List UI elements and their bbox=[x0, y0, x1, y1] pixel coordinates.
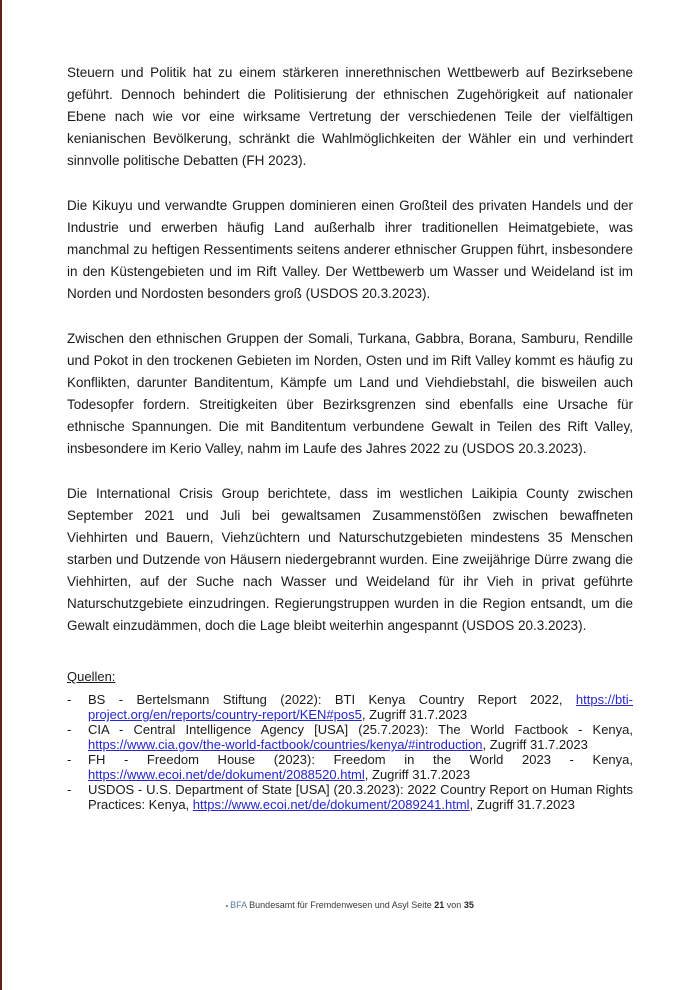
source-list-item bbox=[67, 782, 633, 812]
footer-of-label: von bbox=[444, 900, 464, 910]
sources-heading: Quellen: bbox=[67, 669, 116, 684]
body-paragraph: Die International Crisis Group berichtete, dass im westlichen Laikipia County zwischen September 2021 und Juli bei gewaltsamen Zusammenstößen zwischen bewaffneten Viehhirten und Bauern, Viehzüchtern und Naturschutzgebieten mindestens 35 Menschen starben und Dutzende von Häusern niedergebrannt wurden. Eine zweijährige Dürre zwang die Viehhirten, auf der Suche nach Wasser und Weideland für ihr Vieh in privat geführte Naturschutzgebiete einzudringen. Regierungstruppen wurden in die Region entsandt, um die Gewalt einzudämmen, doch die Lage bleibt weiterhin angespannt (USDOS 20.3.2023). bbox=[67, 486, 633, 633]
footer-org-text: Bundesamt für Fremdenwesen und Asyl bbox=[246, 900, 412, 910]
list-bullet: - bbox=[67, 782, 72, 797]
source-list-item bbox=[67, 752, 633, 782]
page-number-total: 35 bbox=[463, 900, 474, 910]
bfa-logo-mark bbox=[226, 905, 228, 907]
source-link[interactable]: https://www.cia.gov/the-world-factbook/countries/kenya/#introduction bbox=[88, 737, 483, 752]
list-bullet: - bbox=[67, 752, 72, 767]
page-edge-stripe bbox=[0, 0, 2, 990]
bfa-brand: BFA bbox=[230, 900, 247, 910]
body-paragraph: Zwischen den ethnischen Gruppen der Somali, Turkana, Gabbra, Borana, Samburu, Rendille und Pokot in den trockenen Gebieten im Norden, Osten und im Rift Valley kommt es häufig zu Konflikten, darunter Banditentum, Kämpfe um Land und Viehdiebstahl, die bisweilen auch Todesopfer fordern. Streitigkeiten über Bezirksgrenzen sind ebenfalls eine Ursache für ethnische Spannungen. Die mit Banditentum verbundene Gewalt in Teilen des Rift Valley, insbesondere im Kerio Valley, nahm im Laufe des Jahres 2022 zu (USDOS 20.3.2023). bbox=[67, 331, 633, 456]
source-list-item bbox=[67, 722, 633, 752]
source-text: , Zugriff 31.7.2023 bbox=[469, 797, 575, 812]
source-text: BS - Bertelsmann Stiftung (2022): BTI Kenya Country Report 2022, bbox=[88, 692, 576, 707]
source-text: CIA - Central Intelligence Agency [USA] (25.7.2023): The World Factbook - Kenya, bbox=[88, 722, 633, 737]
list-bullet: - bbox=[67, 692, 72, 707]
page-footer bbox=[0, 899, 700, 911]
footer-page-label: Seite bbox=[411, 900, 435, 910]
list-bullet: - bbox=[67, 722, 72, 737]
page-content bbox=[67, 62, 633, 812]
body-paragraph: Die Kikuyu und verwandte Gruppen dominieren einen Großteil des privaten Handels und der Industrie und erwerben häufig Land außerhalb ihrer traditionellen Heimatgebiete, was manchmal zu heftigen Ressentiments seitens anderer ethnischer Gruppen führt, insbesondere in den Küstengebieten und im Rift Valley. Der Wettbewerb um Wasser und Weideland ist im Norden und Nordosten besonders groß (USDOS 20.3.2023). bbox=[67, 198, 633, 301]
source-link[interactable]: https://bti-project.org/en/reports/country-report/KEN#pos5 bbox=[88, 692, 633, 722]
sources-list bbox=[67, 692, 633, 812]
source-text: , Zugriff 31.7.2023 bbox=[364, 767, 471, 782]
source-text: , Zugriff 31.7.2023 bbox=[482, 737, 588, 752]
page-number-current: 21 bbox=[434, 900, 445, 910]
source-list-item bbox=[67, 692, 633, 722]
source-text: FH - Freedom House (2023): Freedom in the World 2023 - Kenya, bbox=[88, 752, 633, 767]
body-paragraph: Steuern und Politik hat zu einem stärkeren innerethnischen Wettbewerb auf Bezirksebene geführt. Dennoch behindert die Politisierung der ethnischen Zugehörigkeit auf nationaler Ebene nach wie vor eine wirksame Vertretung der verschiedenen Teile der vielfältigen kenianischen Bevölkerung, schränkt die Wahlmöglichkeiten der Wähler ein und verhindert sinnvolle politische Debatten (FH 2023). bbox=[67, 65, 633, 168]
source-text: , Zugriff 31.7.2023 bbox=[361, 707, 468, 722]
source-text: USDOS - U.S. Department of State [USA] (20.3.2023): 2022 Country Report on Human Rights Practices: Kenya, bbox=[88, 782, 633, 812]
source-link[interactable]: https://www.ecoi.net/de/dokument/2089241.html bbox=[192, 797, 470, 812]
source-link[interactable]: https://www.ecoi.net/de/dokument/2088520.html bbox=[88, 767, 365, 782]
